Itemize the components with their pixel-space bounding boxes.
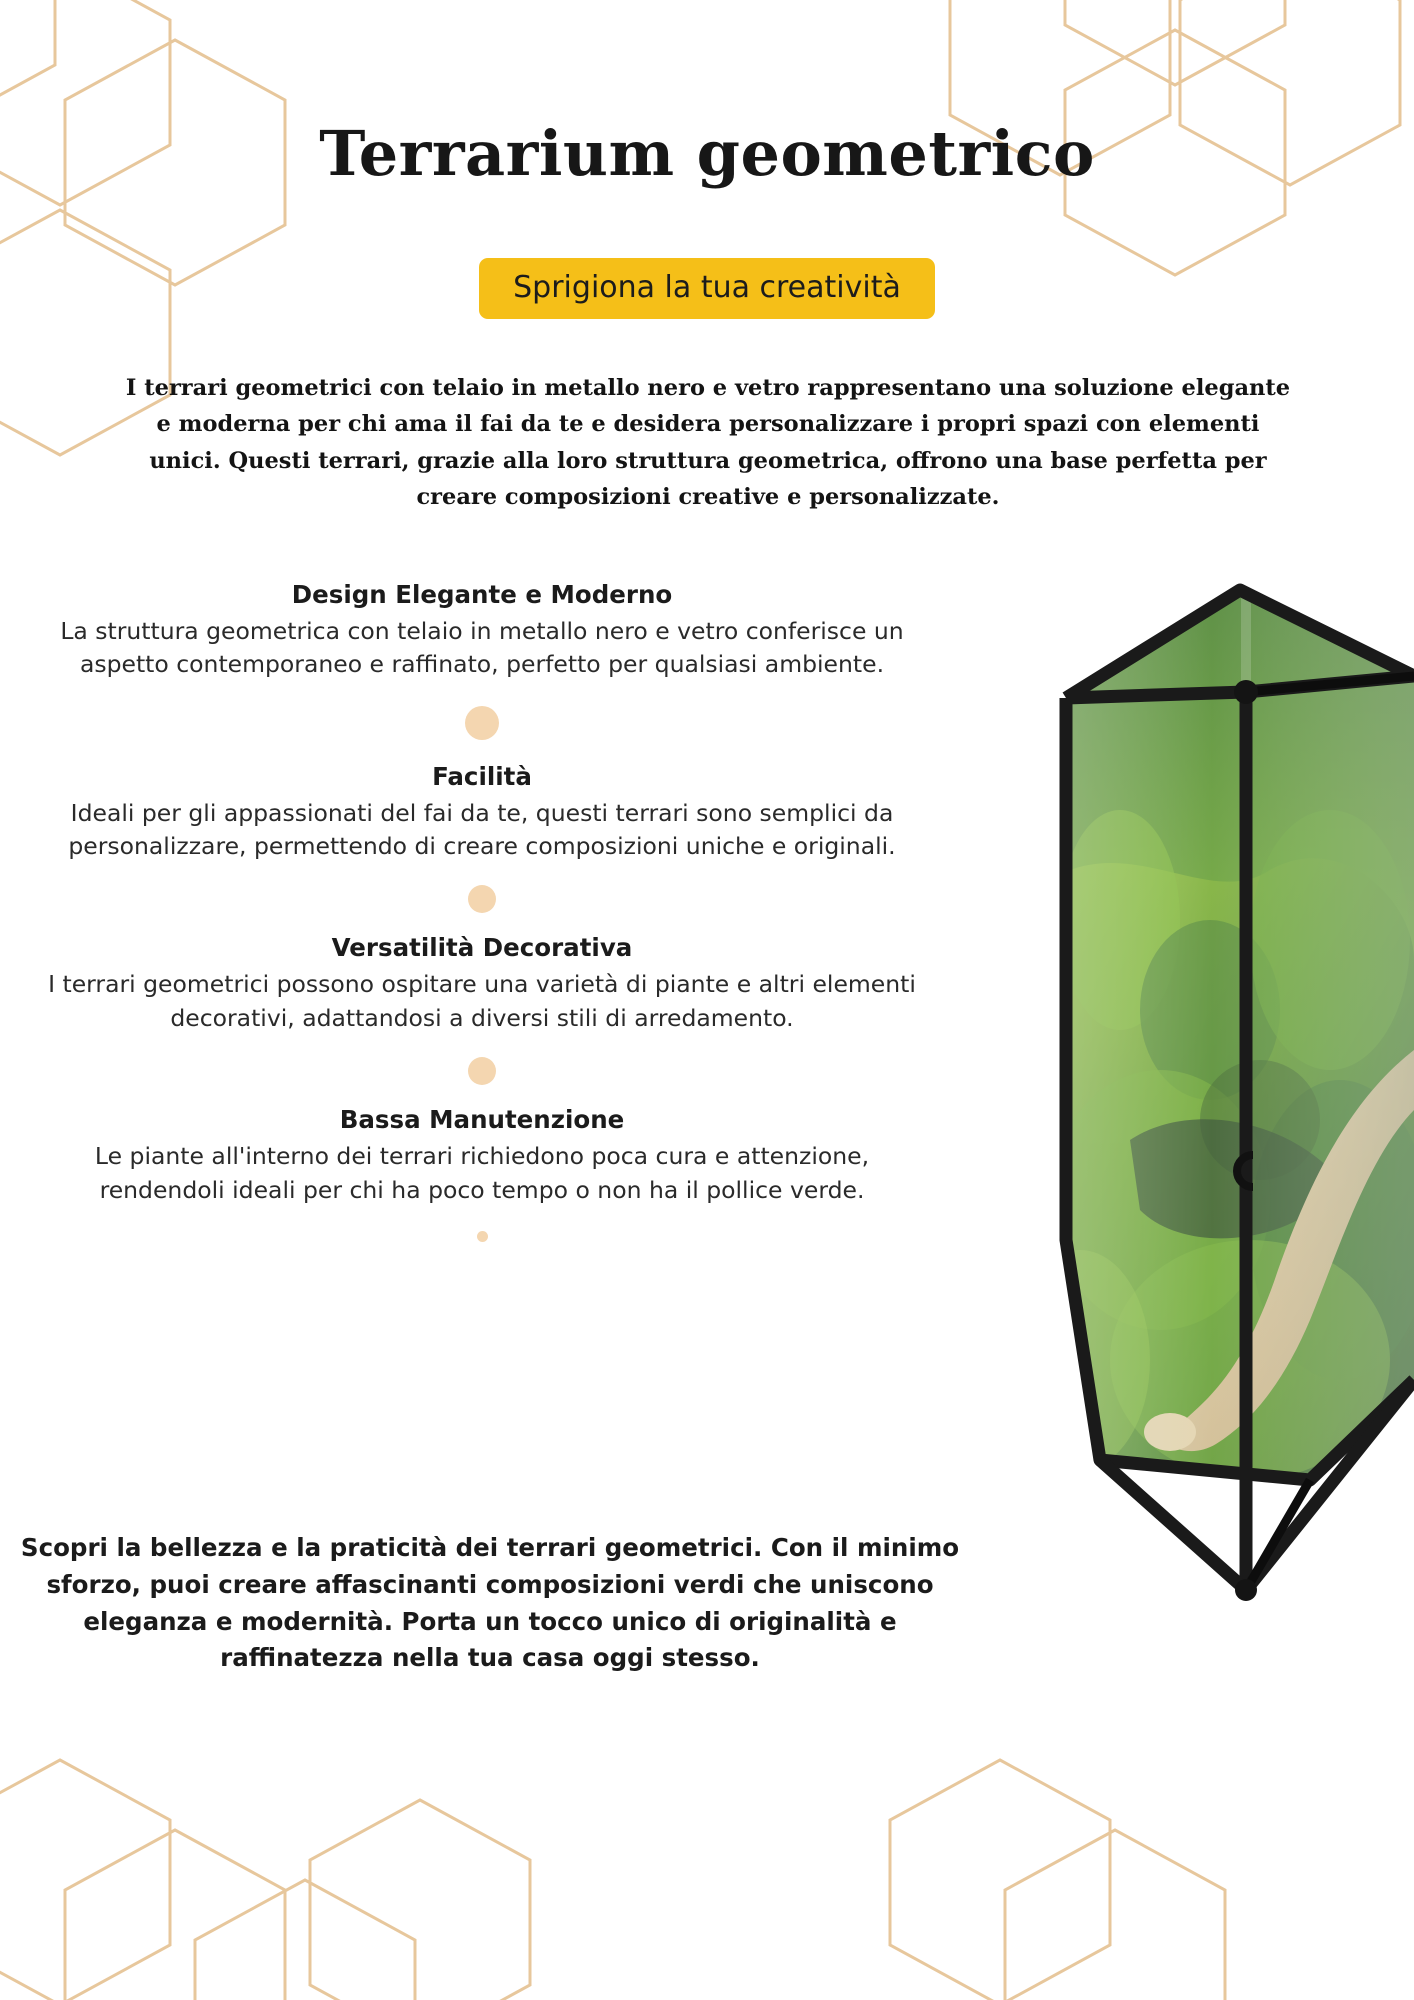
feature-heading: Versatilità Decorativa	[331, 933, 633, 963]
features-list	[22, 580, 942, 1264]
feature-item	[22, 933, 942, 1035]
subtitle-badge-container	[0, 258, 1414, 319]
dot-icon	[468, 1057, 496, 1085]
feature-heading: Facilità	[432, 761, 532, 791]
intro-paragraph: I terrari geometrici con telaio in metallo nero e vetro rappresentano una soluzione elegante e moderna per chi ama il fai da te e desidera personalizzare i propri spazi con elementi unici. Questi terrari, grazie alla loro struttura geometrica, offrono una base perfetta per creare composizioni creative e personalizzate.	[125, 375, 1291, 511]
feature-heading: Design Elegante e Moderno	[291, 580, 673, 609]
feature-item	[22, 580, 942, 682]
feature-body: La struttura geometrica con telaio in metallo nero e vetro conferisce un aspetto contemporaneo e raffinato, perfetto per qualsiasi ambiente.	[60, 617, 904, 679]
dot-icon	[477, 1231, 488, 1242]
feature-item	[22, 762, 942, 864]
separator	[22, 682, 942, 762]
terrarium-photo	[1010, 580, 1414, 1710]
separator	[22, 863, 942, 933]
feature-body: Le piante all'interno dei terrari richiedono poca cura e attenzione, rendendoli ideali per chi ha poco tempo o non ha il pollice verde.	[94, 1142, 870, 1204]
feature-item	[22, 1105, 942, 1207]
separator	[22, 1207, 942, 1264]
closing-paragraph: Scopri la bellezza e la praticità dei terrari geometrici. Con il minimo sforzo, puoi creare affascinanti composizioni verdi che uniscono eleganza e modernità. Porta un tocco unico di originalità e raffinatezza nella tua casa oggi stesso.	[20, 1533, 960, 1673]
separator	[22, 1035, 942, 1105]
feature-body: Ideali per gli appassionati del fai da te, questi terrari sono semplici da personalizzare, permettendo di creare composizioni uniche e originali.	[68, 798, 896, 861]
dot-icon	[468, 885, 496, 913]
subtitle-badge: Sprigiona la tua creatività	[479, 258, 935, 319]
feature-body: I terrari geometrici possono ospitare una varietà di piante e altri elementi decorativi, adattandosi a diversi stili di arredamento.	[48, 970, 916, 1032]
feature-heading: Bassa Manutenzione	[339, 1105, 625, 1135]
dot-icon	[465, 706, 499, 740]
page-title: Terrarium geometrico	[319, 117, 1095, 190]
